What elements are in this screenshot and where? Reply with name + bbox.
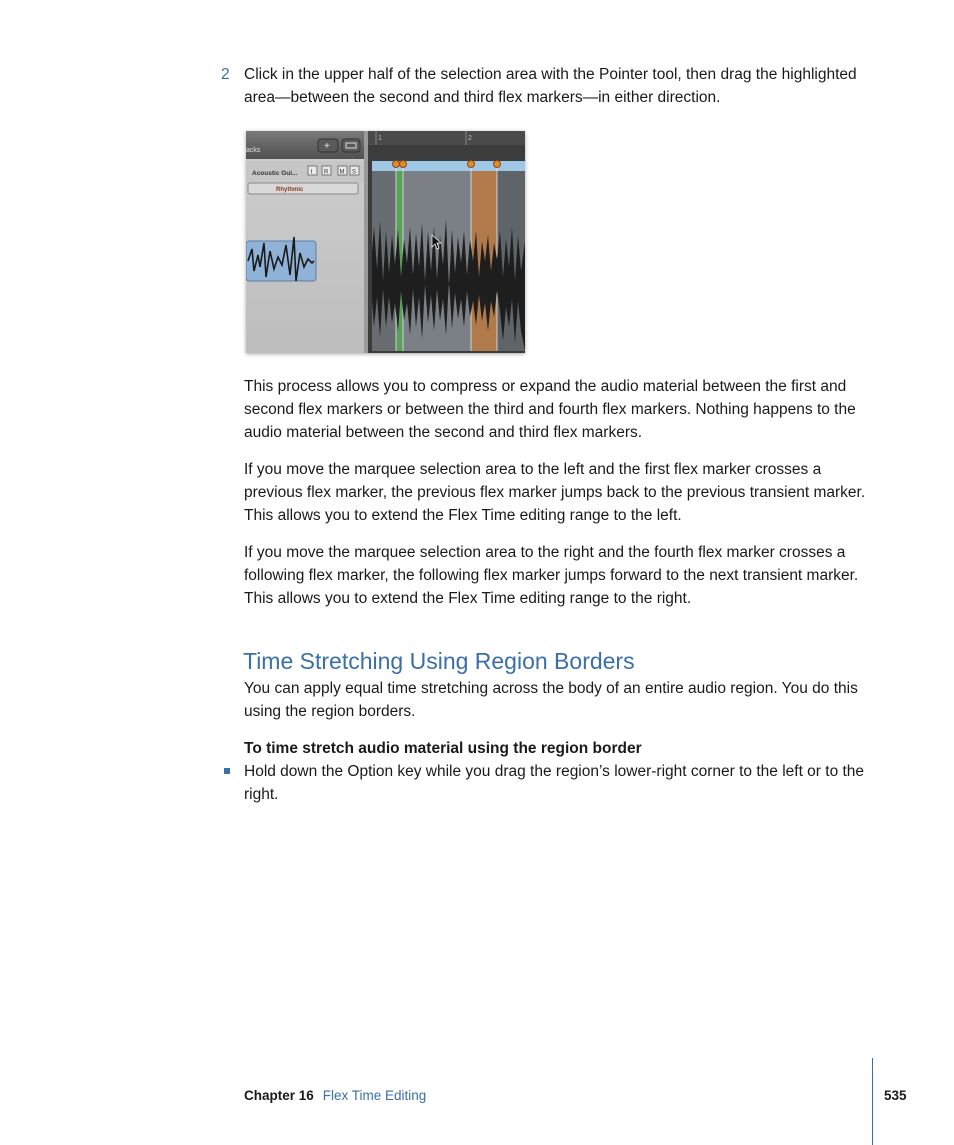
track-name: Acoustic Gui... xyxy=(252,170,298,177)
input-monitor-button[interactable] xyxy=(308,166,317,175)
panel-title: acks xyxy=(246,147,261,154)
svg-text:M: M xyxy=(339,169,345,176)
section-heading: Time Stretching Using Region Borders xyxy=(243,648,635,674)
footer-divider xyxy=(872,1058,873,1145)
step-number: 2 xyxy=(221,66,230,83)
panel-divider[interactable] xyxy=(364,131,368,353)
bullet-text: Hold down the Option key while you drag the region’s lower-right corner to the left or to the right. xyxy=(244,763,865,803)
svg-text:R: R xyxy=(324,169,329,176)
svg-text:S: S xyxy=(352,169,357,176)
flex-marker-2-handle[interactable] xyxy=(400,161,407,168)
paragraph-2: If you move the marquee selection area to the left and the first flex marker crosses a previous flex marker, the previous flex marker jumps back to the previous transient marker. This allows you to extend the Flex Time editing range to the left. xyxy=(244,461,866,524)
chapter-title-link[interactable]: Flex Time Editing xyxy=(322,1088,427,1103)
bullet-square-icon xyxy=(224,768,230,774)
flex-marker-1-handle[interactable] xyxy=(393,161,400,168)
chapter-label: Chapter 16 xyxy=(244,1088,314,1103)
flex-marker-3-handle[interactable] xyxy=(468,161,475,168)
svg-text:I: I xyxy=(310,169,313,176)
section-intro: You can apply equal time stretching across the body of an entire audio region. You do this using the region borders. xyxy=(244,680,858,720)
paragraph-3: If you move the marquee selection area to the right and the fourth flex marker crosses a following flex marker, the following flex marker jumps forward to the next transient marker. This allows you to extend the Flex Time editing range to the right. xyxy=(244,544,859,607)
logic-flex-screenshot xyxy=(246,131,525,353)
bar-ruler[interactable] xyxy=(368,131,525,145)
task-title: To time stretch audio material using the region border xyxy=(244,740,642,757)
footer-chapter xyxy=(244,1087,426,1105)
flex-mode-label: Rhythmic xyxy=(276,187,304,193)
page-number: 535 xyxy=(884,1088,907,1103)
bar-number-2: 2 xyxy=(468,135,472,142)
step-text: Click in the upper half of the selection area with the Pointer tool, then drag the highlighted area—between the second and third flex markers—in either direction. xyxy=(244,66,857,106)
track-options-button[interactable] xyxy=(342,139,360,152)
selected-area[interactable] xyxy=(403,171,471,351)
bar-number-1: 1 xyxy=(378,135,382,142)
screenshot-svg xyxy=(246,131,525,353)
flex-marker-4-handle[interactable] xyxy=(494,161,501,168)
add-track-button-label: + xyxy=(324,141,330,152)
paragraph-1: This process allows you to compress or expand the audio material between the first and second flex markers or between the third and fourth flex markers. Nothing happens to the audio material between the second and third flex markers. xyxy=(244,378,856,441)
